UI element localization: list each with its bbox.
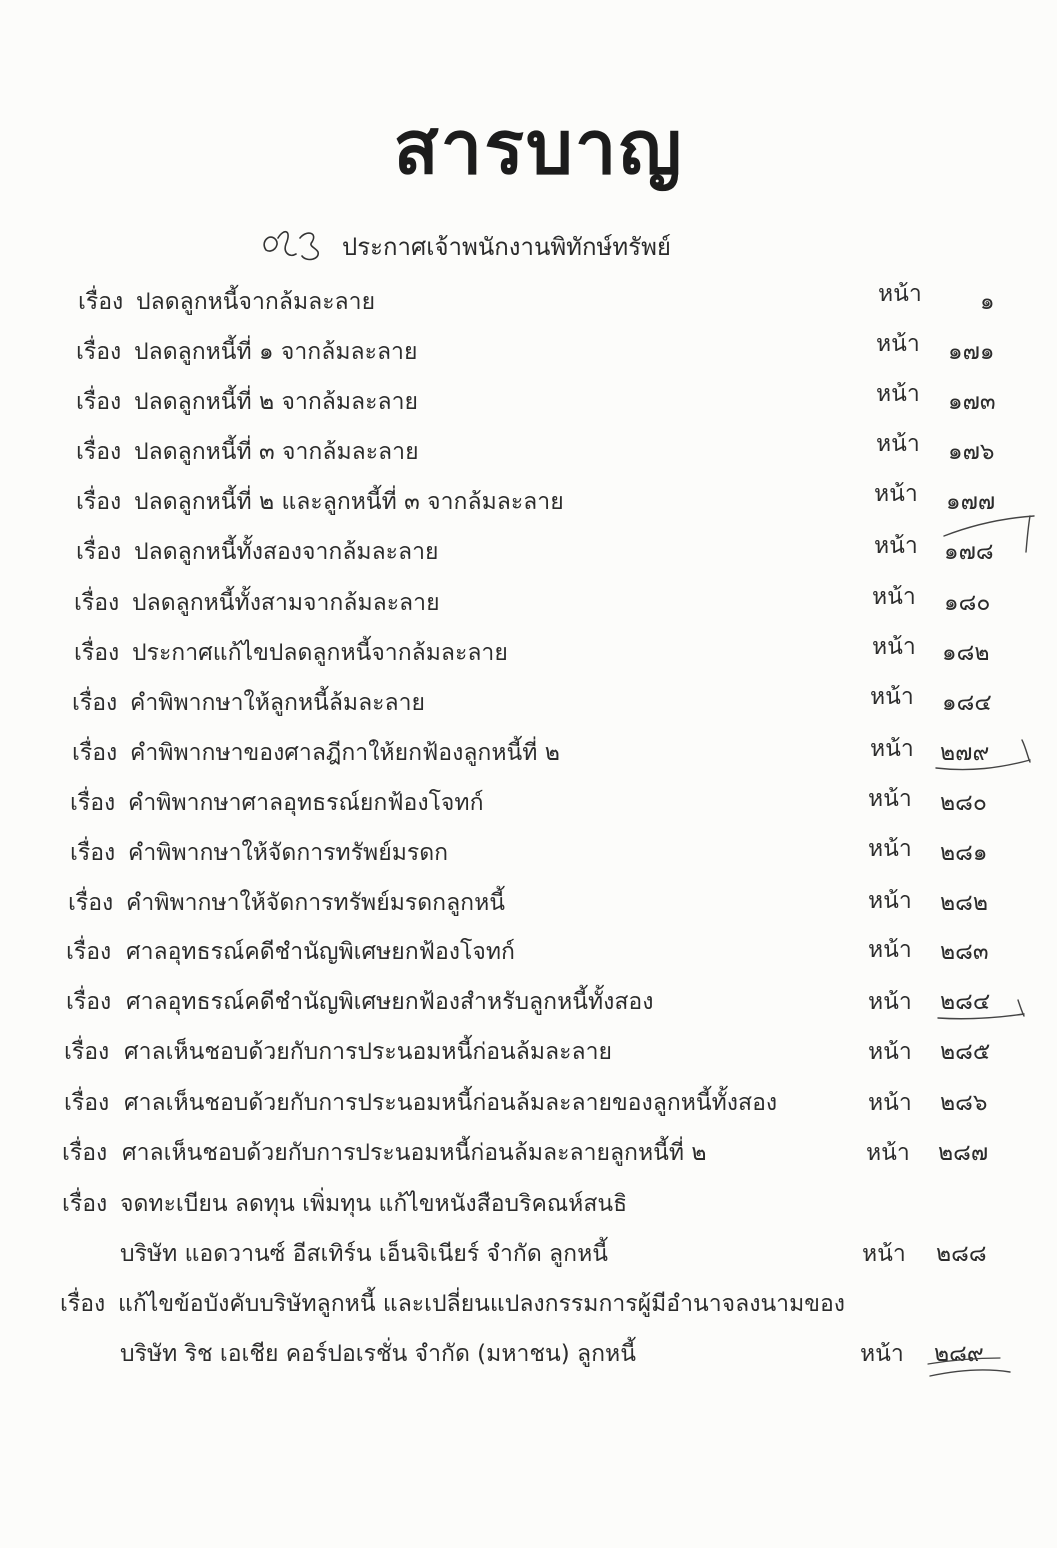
page-number: ๑๗๖ xyxy=(948,439,995,465)
entry-title: ปลดลูกหนี้ทั้งสามจากล้มละลาย xyxy=(132,590,440,616)
page-label: หน้า xyxy=(868,937,912,963)
toc-entry-continuation xyxy=(0,1236,1057,1276)
page-number: ๑๗๑ xyxy=(948,339,995,365)
entry-prefix: เรื่อง xyxy=(76,339,122,365)
entry-title: ประกาศแก้ไขปลดลูกหนี้จากล้มละลาย xyxy=(132,640,508,666)
entry-prefix: เรื่อง xyxy=(62,1191,108,1217)
entry-title: ปลดลูกหนี้ที่ ๑ จากล้มละลาย xyxy=(134,339,418,365)
entry-prefix: เรื่อง xyxy=(70,790,116,816)
toc-entry xyxy=(0,1085,1057,1125)
entry-title: คำพิพากษาให้จัดการทรัพย์มรดกลูกหนี้ xyxy=(126,890,505,916)
page-number: ๑๗๘ xyxy=(944,539,994,565)
toc-entry xyxy=(0,835,1057,875)
toc-entry xyxy=(0,635,1057,675)
page-number: ๑๘๒ xyxy=(942,640,990,666)
entry-title: ปลดลูกหนี้ที่ ๒ และลูกหนี้ที่ ๓ จากล้มละลาย xyxy=(134,489,564,515)
toc-entry xyxy=(0,885,1057,925)
page-number: ๒๗๙ xyxy=(940,740,990,766)
toc-entry xyxy=(0,331,1057,374)
toc-entry xyxy=(0,381,1057,424)
entry-prefix: เรื่อง xyxy=(68,890,114,916)
page-label: หน้า xyxy=(876,431,920,457)
entry-title: ศาลอุทธรณ์คดีชำนัญพิเศษยกฟ้องโจทก์ xyxy=(126,939,515,965)
toc-entry xyxy=(0,431,1057,474)
toc-entry xyxy=(0,481,1057,524)
entry-title: ศาลเห็นชอบด้วยกับการประนอมหนี้ก่อนล้มละลายลูกหนี้ที่ ๒ xyxy=(122,1140,707,1166)
page-label: หน้า xyxy=(874,533,918,559)
page-number: ๒๘๒ xyxy=(940,890,989,916)
entry-title: ปลดลูกหนี้จากล้มละลาย xyxy=(136,289,376,315)
page-number: ๑๗๗ xyxy=(946,489,996,515)
entry-title: คำพิพากษาให้ลูกหนี้ล้มละลาย xyxy=(130,690,426,716)
entry-prefix: เรื่อง xyxy=(60,1291,106,1317)
page-label: หน้า xyxy=(876,331,920,357)
entry-title: แก้ไขข้อบังคับบริษัทลูกหนี้ และเปลี่ยนแปลงกรรมการผู้มีอำนาจลงนามของ xyxy=(118,1291,846,1317)
page-label: หน้า xyxy=(878,281,922,307)
entry-title: ปลดลูกหนี้ทั้งสองจากล้มละลาย xyxy=(134,539,439,565)
page-label: หน้า xyxy=(860,1341,904,1367)
toc-entry xyxy=(0,735,1057,775)
toc-entry xyxy=(0,1186,1057,1226)
page-label: หน้า xyxy=(868,1090,912,1116)
entry-prefix: เรื่อง xyxy=(64,1090,110,1116)
page-title: สารบาญ xyxy=(393,105,684,191)
page-number: ๑๘๐ xyxy=(944,590,991,616)
entry-prefix: เรื่อง xyxy=(76,389,122,415)
page-number: ๒๘๘ xyxy=(936,1241,987,1267)
page-label: หน้า xyxy=(872,584,916,610)
entry-prefix: เรื่อง xyxy=(74,640,120,666)
entry-continuation-text: บริษัท ริช เอเชีย คอร์ปอเรชั่น จำกัด (มหาชน) ลูกหนี้ xyxy=(120,1341,636,1367)
toc-entry xyxy=(0,934,1057,974)
entry-title: ศาลเห็นชอบด้วยกับการประนอมหนี้ก่อนล้มละลายของลูกหนี้ทั้งสอง xyxy=(124,1090,778,1116)
entry-title: คำพิพากษาให้จัดการทรัพย์มรดก xyxy=(128,840,449,866)
entry-prefix: เรื่อง xyxy=(70,840,116,866)
entry-prefix: เรื่อง xyxy=(76,439,122,465)
page-label: หน้า xyxy=(868,836,912,862)
entry-title: ปลดลูกหนี้ที่ ๓ จากล้มละลาย xyxy=(134,439,419,465)
entry-title: คำพิพากษาศาลอุทธรณ์ยกฟ้องโจทก์ xyxy=(128,790,484,816)
entry-prefix: เรื่อง xyxy=(64,1039,110,1065)
toc-entry xyxy=(0,1135,1057,1175)
toc-entry xyxy=(0,281,1057,324)
entry-title: ปลดลูกหนี้ที่ ๒ จากล้มละลาย xyxy=(134,389,418,415)
toc-entry xyxy=(0,1034,1057,1074)
toc-entry xyxy=(0,585,1057,625)
page-number: ๒๘๕ xyxy=(940,1039,991,1065)
section-heading: ประกาศเจ้าพนักงานพิทักษ์ทรัพย์ xyxy=(342,233,671,261)
toc-entry xyxy=(0,685,1057,725)
page-label: หน้า xyxy=(862,1241,906,1267)
page-number: ๒๘๓ xyxy=(940,939,989,965)
page-label: หน้า xyxy=(874,481,918,507)
page-label: หน้า xyxy=(866,1140,910,1166)
entry-prefix: เรื่อง xyxy=(66,989,112,1015)
toc-entry-continuation xyxy=(0,1336,1057,1376)
page-number: ๑ xyxy=(980,289,995,315)
page-number: ๒๘๖ xyxy=(940,1090,988,1116)
page-label: หน้า xyxy=(868,786,912,812)
toc-entry xyxy=(0,1286,1057,1326)
entry-prefix: เรื่อง xyxy=(78,289,124,315)
page-label: หน้า xyxy=(870,684,914,710)
entry-prefix: เรื่อง xyxy=(72,690,118,716)
entry-prefix: เรื่อง xyxy=(76,539,122,565)
entry-title: คำพิพากษาของศาลฎีกาให้ยกฟ้องลูกหนี้ที่ ๒ xyxy=(130,740,560,766)
entry-prefix: เรื่อง xyxy=(76,489,122,515)
entry-continuation-text: บริษัท แอดวานซ์ อีสเทิร์น เอ็นจิเนียร์ จำกัด ลูกหนี้ xyxy=(120,1241,608,1267)
page-label: หน้า xyxy=(868,888,912,914)
entry-title: จดทะเบียน ลดทุน เพิ่มทุน แก้ไขหนังสือบริคณห์สนธิ xyxy=(120,1191,628,1217)
page-number: ๒๘๑ xyxy=(940,840,988,866)
page-label: หน้า xyxy=(868,989,912,1015)
entry-prefix: เรื่อง xyxy=(66,939,112,965)
page-number: ๒๘๙ xyxy=(934,1341,984,1367)
page-number: ๒๘๗ xyxy=(938,1140,989,1166)
toc-entry xyxy=(0,534,1057,574)
page-number: ๑๗๓ xyxy=(948,389,996,415)
page-number: ๒๘๐ xyxy=(940,790,987,816)
page-number: ๒๘๔ xyxy=(940,989,991,1015)
toc-entry xyxy=(0,785,1057,825)
entry-title: ศาลอุทธรณ์คดีชำนัญพิเศษยกฟ้องสำหรับลูกหนี้ทั้งสอง xyxy=(126,989,654,1015)
toc-entry xyxy=(0,984,1057,1024)
entry-prefix: เรื่อง xyxy=(62,1140,108,1166)
page-label: หน้า xyxy=(876,381,920,407)
page-label: หน้า xyxy=(870,736,914,762)
entry-prefix: เรื่อง xyxy=(74,590,120,616)
entry-prefix: เรื่อง xyxy=(72,740,118,766)
handwritten-note xyxy=(256,220,328,266)
page-label: หน้า xyxy=(872,634,916,660)
entry-title: ศาลเห็นชอบด้วยกับการประนอมหนี้ก่อนล้มละลาย xyxy=(124,1039,612,1065)
page-number: ๑๘๔ xyxy=(942,690,992,716)
page-label: หน้า xyxy=(868,1039,912,1065)
